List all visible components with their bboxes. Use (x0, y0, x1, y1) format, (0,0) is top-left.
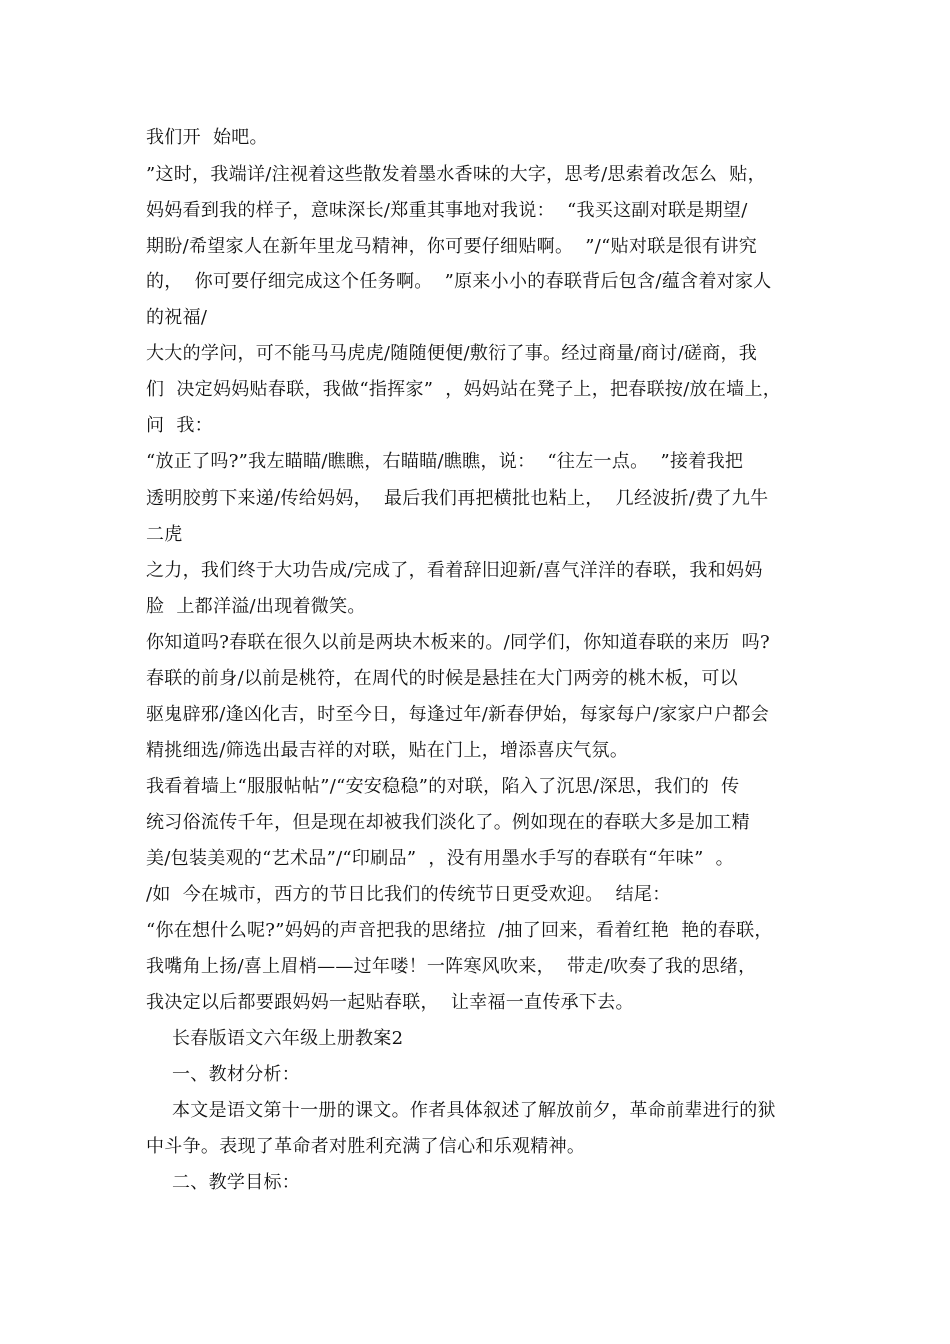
section-title-materials: 一、教材分析： (172, 1064, 301, 1085)
text-line: 春联的前身/以前是桃符，在周代的时候是悬挂在大门两旁的桃木板，可以 (146, 668, 738, 689)
text-line: 之力，我们终于大功告成/完成了，看着辞旧迎新/喜气洋洋的春联，我和妈妈 (146, 560, 763, 581)
text-line: 美/包装美观的“艺术品”/“印刷品” ，没有用墨水手写的春联有“年味” 。 (146, 848, 734, 869)
text-line: 的， 你可要仔细完成这个任务啊。 ”原来小小的春联背后包含/蕴含着对家人 (146, 271, 772, 292)
paragraph-line: 本文是语文第十一册的课文。作者具体叙述了解放前夕，革命前辈进行的狱 (172, 1100, 776, 1121)
text-line: 统习俗流传千年，但是现在却被我们淡化了。例如现在的春联大多是加工精 (146, 812, 750, 833)
section-heading: 长春版语文六年级上册教案2 (172, 1028, 404, 1049)
text-line: “放正了吗?”我左瞄瞄/瞧瞧，右瞄瞄/瞧瞧，说： “往左一点。 ”接着我把 (146, 451, 744, 472)
text-line: 大大的学问，可不能马马虎虎/随随便便/敷衍了事。经过商量/商讨/磋商，我 (146, 343, 758, 364)
text-line: 我决定以后都要跟妈妈一起贴春联， 让幸福一直传承下去。 (146, 992, 634, 1013)
text-line: 们 决定妈妈贴春联，我做“指挥家” ，妈妈站在凳子上，把春联按/放在墙上， (146, 379, 782, 400)
text-line: 脸 上都洋溢/出现着微笑。 (146, 596, 366, 617)
text-line: 驱鬼辟邪/逢凶化吉，时至今日，每逢过年/新春伊始，每家每户/家家户户都会 (146, 704, 769, 725)
text-line: 你知道吗?春联在很久以前是两块木板来的。/同学们，你知道春联的来历 吗? (146, 632, 770, 653)
text-line: 妈妈看到我的样子，意味深长/郑重其事地对我说： “我买这副对联是期望/ (146, 200, 748, 221)
text-line: 二虎 (146, 524, 183, 545)
text-line: “你在想什么呢?”妈妈的声音把我的思绪拉 /抽了回来，看着红艳 艳的春联， (146, 920, 773, 941)
text-line: 我看着墙上“服服帖帖”/“安安稳稳”的对联，陷入了沉思/深思，我们的 传 (146, 776, 740, 797)
text-line: 问 我： (146, 415, 213, 436)
section-title-objectives: 二、教学目标： (172, 1172, 301, 1193)
text-line: 的祝福/ (146, 307, 208, 328)
paragraph-line: 中斗争。表现了革命者对胜利充满了信心和乐观精神。 (146, 1136, 586, 1157)
text-line: ”这时，我端详/注视着这些散发着墨水香味的大字，思考/思索着改怎么 贴， (146, 164, 766, 185)
text-line: 精挑细选/筛选出最吉祥的对联，贴在门上，增添喜庆气氛。 (146, 740, 629, 761)
text-line: 我们开 始吧。 (146, 127, 268, 148)
text-line: 我嘴角上扬/喜上眉梢——过年喽！一阵寒风吹来， 带走/吹奏了我的思绪， (146, 956, 757, 977)
text-line: 透明胶剪下来递/传给妈妈， 最后我们再把横批也粘上， 几经波折/费了九牛 (146, 488, 769, 509)
text-line: /如 今在城市，西方的节日比我们的传统节日更受欢迎。 结尾： (146, 884, 671, 905)
text-line: 期盼/希望家人在新年里龙马精神，你可要仔细贴啊。 ”/“贴对联是很有讲究 (146, 236, 758, 257)
